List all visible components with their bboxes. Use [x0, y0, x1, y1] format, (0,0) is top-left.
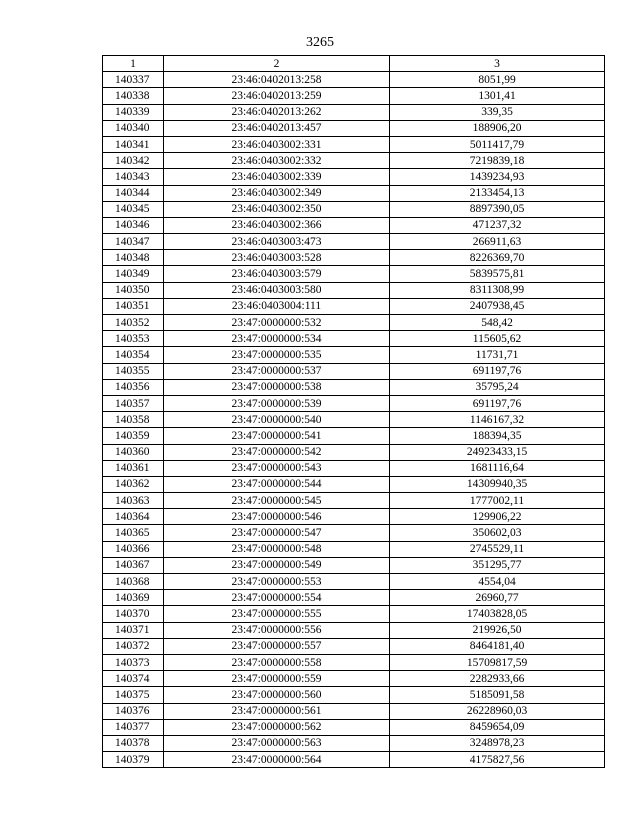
table-row [103, 509, 605, 525]
value-cell: 129906,22 [390, 509, 605, 525]
row-number-cell: 140337 [103, 72, 164, 88]
value-cell: 1439234,93 [390, 169, 605, 185]
table-row [103, 719, 605, 735]
value-cell: 5011417,79 [390, 136, 605, 152]
value-cell: 8464181,40 [390, 638, 605, 654]
value-cell: 8311308,99 [390, 282, 605, 298]
cadastral-number-cell: 23:47:0000000:555 [164, 606, 390, 622]
row-number-cell: 140378 [103, 735, 164, 751]
row-number-cell: 140374 [103, 671, 164, 687]
cadastral-number-cell: 23:47:0000000:532 [164, 315, 390, 331]
row-number-cell: 140364 [103, 509, 164, 525]
data-table [102, 55, 605, 768]
row-number-cell: 140377 [103, 719, 164, 735]
table-row [103, 638, 605, 654]
value-cell: 219926,50 [390, 622, 605, 638]
row-number-cell: 140379 [103, 752, 164, 768]
cadastral-number-cell: 23:47:0000000:539 [164, 395, 390, 411]
table-row [103, 574, 605, 590]
value-cell: 5839575,81 [390, 266, 605, 282]
table-row [103, 444, 605, 460]
table-row [103, 88, 605, 104]
value-cell: 691197,76 [390, 395, 605, 411]
value-cell: 339,35 [390, 104, 605, 120]
value-cell: 15709817,59 [390, 654, 605, 670]
cadastral-number-cell: 23:47:0000000:541 [164, 428, 390, 444]
row-number-cell: 140369 [103, 590, 164, 606]
column-header-2: 2 [164, 56, 390, 72]
cadastral-number-cell: 23:47:0000000:540 [164, 412, 390, 428]
cadastral-number-cell: 23:46:0403003:580 [164, 282, 390, 298]
value-cell: 115605,62 [390, 331, 605, 347]
cadastral-number-cell: 23:47:0000000:548 [164, 541, 390, 557]
table-row [103, 379, 605, 395]
table-row [103, 557, 605, 573]
cadastral-number-cell: 23:47:0000000:545 [164, 493, 390, 509]
table-row [103, 234, 605, 250]
table-header-row [103, 56, 605, 72]
row-number-cell: 140371 [103, 622, 164, 638]
table-row [103, 428, 605, 444]
value-cell: 188906,20 [390, 120, 605, 136]
cadastral-number-cell: 23:47:0000000:553 [164, 574, 390, 590]
table-row [103, 120, 605, 136]
value-cell: 188394,35 [390, 428, 605, 444]
cadastral-number-cell: 23:46:0403002:332 [164, 153, 390, 169]
row-number-cell: 140363 [103, 493, 164, 509]
cadastral-number-cell: 23:47:0000000:543 [164, 460, 390, 476]
value-cell: 1301,41 [390, 88, 605, 104]
cadastral-number-cell: 23:47:0000000:562 [164, 719, 390, 735]
table-row [103, 752, 605, 768]
table-row [103, 525, 605, 541]
value-cell: 8226369,70 [390, 250, 605, 266]
value-cell: 2745529,11 [390, 541, 605, 557]
table-row [103, 671, 605, 687]
value-cell: 4175827,56 [390, 752, 605, 768]
row-number-cell: 140375 [103, 687, 164, 703]
value-cell: 14309940,35 [390, 476, 605, 492]
row-number-cell: 140366 [103, 541, 164, 557]
row-number-cell: 140348 [103, 250, 164, 266]
row-number-cell: 140347 [103, 234, 164, 250]
row-number-cell: 140351 [103, 298, 164, 314]
row-number-cell: 140362 [103, 476, 164, 492]
row-number-cell: 140339 [103, 104, 164, 120]
row-number-cell: 140343 [103, 169, 164, 185]
table-row [103, 493, 605, 509]
value-cell: 11731,71 [390, 347, 605, 363]
value-cell: 35795,24 [390, 379, 605, 395]
table-row [103, 104, 605, 120]
value-cell: 1146167,32 [390, 412, 605, 428]
table-row [103, 476, 605, 492]
row-number-cell: 140342 [103, 153, 164, 169]
cadastral-number-cell: 23:47:0000000:535 [164, 347, 390, 363]
cadastral-number-cell: 23:46:0403002:349 [164, 185, 390, 201]
table-row [103, 266, 605, 282]
cadastral-number-cell: 23:47:0000000:534 [164, 331, 390, 347]
table-row [103, 460, 605, 476]
row-number-cell: 140360 [103, 444, 164, 460]
table-row [103, 169, 605, 185]
cadastral-number-cell: 23:46:0402013:262 [164, 104, 390, 120]
value-cell: 8897390,05 [390, 201, 605, 217]
cadastral-number-cell: 23:46:0403003:473 [164, 234, 390, 250]
value-cell: 2133454,13 [390, 185, 605, 201]
value-cell: 5185091,58 [390, 687, 605, 703]
cadastral-number-cell: 23:46:0402013:457 [164, 120, 390, 136]
table-row [103, 735, 605, 751]
cadastral-number-cell: 23:47:0000000:559 [164, 671, 390, 687]
table-row [103, 153, 605, 169]
row-number-cell: 140338 [103, 88, 164, 104]
value-cell: 691197,76 [390, 363, 605, 379]
value-cell: 26228960,03 [390, 703, 605, 719]
cadastral-number-cell: 23:47:0000000:547 [164, 525, 390, 541]
table-row [103, 395, 605, 411]
value-cell: 8459654,09 [390, 719, 605, 735]
value-cell: 471237,32 [390, 217, 605, 233]
cadastral-number-cell: 23:47:0000000:561 [164, 703, 390, 719]
table-row [103, 136, 605, 152]
cadastral-number-cell: 23:47:0000000:556 [164, 622, 390, 638]
table-row [103, 185, 605, 201]
row-number-cell: 140356 [103, 379, 164, 395]
table-row [103, 606, 605, 622]
cadastral-number-cell: 23:47:0000000:538 [164, 379, 390, 395]
value-cell: 548,42 [390, 315, 605, 331]
value-cell: 26960,77 [390, 590, 605, 606]
table-row [103, 687, 605, 703]
value-cell: 266911,63 [390, 234, 605, 250]
cadastral-number-cell: 23:46:0403002:331 [164, 136, 390, 152]
cadastral-number-cell: 23:47:0000000:537 [164, 363, 390, 379]
table-row [103, 201, 605, 217]
table-row [103, 622, 605, 638]
cadastral-number-cell: 23:46:0403004:111 [164, 298, 390, 314]
table-row [103, 298, 605, 314]
value-cell: 350602,03 [390, 525, 605, 541]
row-number-cell: 140368 [103, 574, 164, 590]
row-number-cell: 140372 [103, 638, 164, 654]
table-row [103, 412, 605, 428]
row-number-cell: 140353 [103, 331, 164, 347]
value-cell: 2407938,45 [390, 298, 605, 314]
cadastral-number-cell: 23:47:0000000:560 [164, 687, 390, 703]
row-number-cell: 140345 [103, 201, 164, 217]
value-cell: 2282933,66 [390, 671, 605, 687]
table-row [103, 217, 605, 233]
table-row [103, 541, 605, 557]
value-cell: 8051,99 [390, 72, 605, 88]
cadastral-number-cell: 23:47:0000000:554 [164, 590, 390, 606]
cadastral-number-cell: 23:47:0000000:564 [164, 752, 390, 768]
table-row [103, 654, 605, 670]
table-row [103, 331, 605, 347]
table-row [103, 363, 605, 379]
cadastral-number-cell: 23:47:0000000:558 [164, 654, 390, 670]
value-cell: 1777002,11 [390, 493, 605, 509]
value-cell: 17403828,05 [390, 606, 605, 622]
row-number-cell: 140340 [103, 120, 164, 136]
row-number-cell: 140350 [103, 282, 164, 298]
cadastral-number-cell: 23:46:0403002:366 [164, 217, 390, 233]
table-row [103, 703, 605, 719]
cadastral-number-cell: 23:47:0000000:544 [164, 476, 390, 492]
page-number: 3265 [306, 35, 334, 50]
cadastral-number-cell: 23:46:0403003:579 [164, 266, 390, 282]
value-cell: 24923433,15 [390, 444, 605, 460]
row-number-cell: 140358 [103, 412, 164, 428]
cadastral-number-cell: 23:46:0403003:528 [164, 250, 390, 266]
row-number-cell: 140354 [103, 347, 164, 363]
row-number-cell: 140344 [103, 185, 164, 201]
table-row [103, 282, 605, 298]
cadastral-number-cell: 23:47:0000000:563 [164, 735, 390, 751]
table-row [103, 72, 605, 88]
cadastral-number-cell: 23:47:0000000:557 [164, 638, 390, 654]
value-cell: 3248978,23 [390, 735, 605, 751]
value-cell: 7219839,18 [390, 153, 605, 169]
cadastral-number-cell: 23:47:0000000:546 [164, 509, 390, 525]
table-row [103, 315, 605, 331]
cadastral-number-cell: 23:46:0403002:339 [164, 169, 390, 185]
cadastral-number-cell: 23:46:0402013:258 [164, 72, 390, 88]
column-header-1: 1 [103, 56, 164, 72]
cadastral-number-cell: 23:46:0402013:259 [164, 88, 390, 104]
cadastral-number-cell: 23:47:0000000:549 [164, 557, 390, 573]
row-number-cell: 140341 [103, 136, 164, 152]
row-number-cell: 140365 [103, 525, 164, 541]
row-number-cell: 140352 [103, 315, 164, 331]
value-cell: 351295,77 [390, 557, 605, 573]
table-row [103, 347, 605, 363]
table-body [103, 72, 605, 768]
table-row [103, 590, 605, 606]
row-number-cell: 140373 [103, 654, 164, 670]
row-number-cell: 140357 [103, 395, 164, 411]
row-number-cell: 140370 [103, 606, 164, 622]
value-cell: 1681116,64 [390, 460, 605, 476]
value-cell: 4554,04 [390, 574, 605, 590]
row-number-cell: 140359 [103, 428, 164, 444]
row-number-cell: 140376 [103, 703, 164, 719]
row-number-cell: 140361 [103, 460, 164, 476]
row-number-cell: 140355 [103, 363, 164, 379]
column-header-3: 3 [390, 56, 605, 72]
row-number-cell: 140346 [103, 217, 164, 233]
cadastral-number-cell: 23:47:0000000:542 [164, 444, 390, 460]
cadastral-number-cell: 23:46:0403002:350 [164, 201, 390, 217]
row-number-cell: 140367 [103, 557, 164, 573]
table-row [103, 250, 605, 266]
row-number-cell: 140349 [103, 266, 164, 282]
